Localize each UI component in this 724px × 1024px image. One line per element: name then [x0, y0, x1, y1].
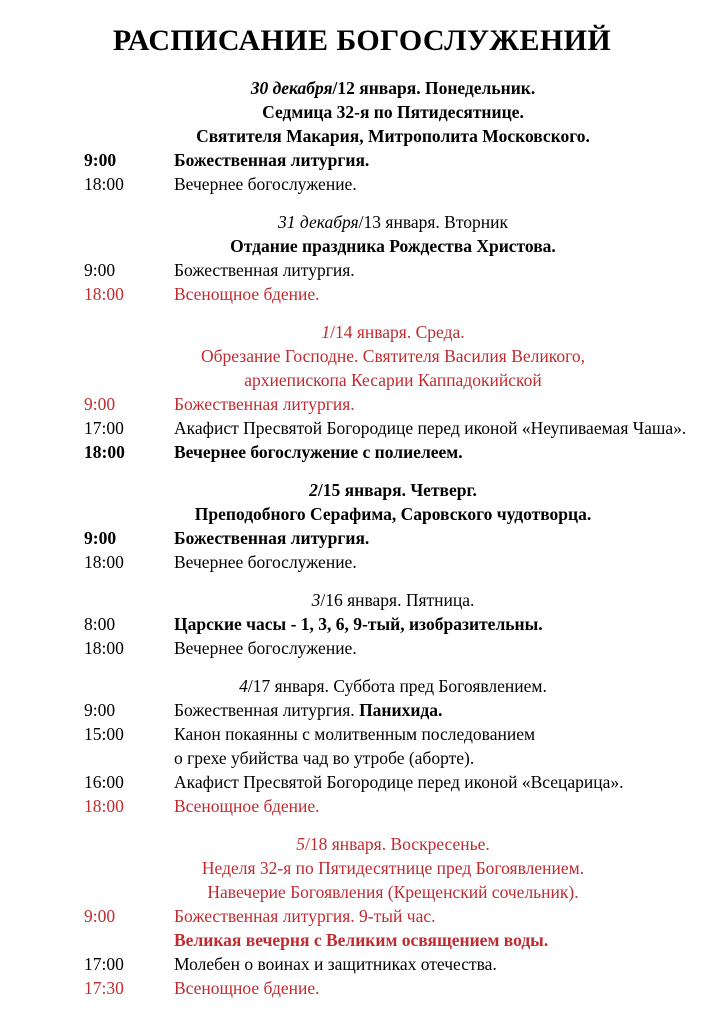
text-segment: Навечерие Богоявления (Крещенский сочельник). [207, 882, 579, 902]
text-segment: /13 января. Вторник [358, 212, 508, 232]
service-row [84, 440, 702, 464]
service-description-line [174, 392, 702, 416]
service-description-line [174, 172, 702, 196]
text-segment: Божественная литургия. [174, 150, 370, 170]
text-segment: Вечернее богослужение. [174, 174, 357, 194]
service-row [84, 794, 702, 818]
schedule [0, 76, 724, 1000]
service-time: 8:00 [84, 614, 116, 634]
day-header-line [84, 502, 702, 526]
service-description-line [174, 550, 702, 574]
text-segment: Всенощное бдение. [174, 978, 320, 998]
text-segment: /18 января. Воскресенье. [304, 834, 490, 854]
service-row [84, 698, 702, 722]
service-time [84, 928, 174, 952]
text-segment: Акафист Пресвятой Богородице перед иконой «Неупиваемая Чаша». [174, 418, 687, 438]
day-block [84, 674, 702, 818]
day-block [84, 588, 702, 660]
text-segment: Канон покаянны с молитвенным последованием [174, 724, 536, 744]
service-description [174, 636, 702, 660]
service-description-line [174, 794, 702, 818]
text-segment: /12 января. Понедельник. [332, 78, 536, 98]
service-description-line [174, 440, 702, 464]
text-segment: /15 января. Четверг. [317, 480, 477, 500]
text-segment: 5 [296, 834, 305, 854]
service-time: 18:00 [84, 174, 124, 194]
service-row [84, 392, 702, 416]
service-row [84, 952, 702, 976]
service-description [174, 392, 702, 416]
service-description [174, 928, 702, 952]
text-segment: /17 января. Суббота пред Богоявлением. [247, 676, 547, 696]
day-header-line [84, 344, 702, 368]
day-block [84, 478, 702, 574]
service-time: 17:00 [84, 954, 124, 974]
service-time: 15:00 [84, 724, 124, 744]
service-description-line [174, 526, 702, 550]
text-segment: о грехе убийства чад во утробе (аборте). [174, 748, 475, 768]
service-row [84, 172, 702, 196]
service-time: 9:00 [84, 150, 117, 170]
service-description-line [174, 416, 702, 440]
service-description [174, 794, 702, 818]
text-segment: Божественная литургия. [174, 528, 370, 548]
service-description [174, 952, 702, 976]
text-segment: архиепископа Кесарии Каппадокийской [244, 370, 542, 390]
text-segment: 1 [321, 322, 331, 342]
service-description-line [174, 636, 702, 660]
day-header-line [84, 210, 702, 234]
service-description-line [174, 770, 702, 794]
text-segment: Вечернее богослужение. [174, 638, 357, 658]
text-segment: Всенощное бдение. [174, 796, 320, 816]
service-description [174, 612, 702, 636]
service-description-line [174, 746, 702, 770]
day-header-line [84, 832, 702, 856]
text-segment: Великая вечерня с Великим освящением воды. [174, 930, 549, 950]
text-segment: Вечернее богослужение с полиелеем. [174, 442, 463, 462]
text-segment: Божественная литургия. [174, 260, 355, 280]
service-time: 9:00 [84, 906, 116, 926]
text-segment: Молебен о воинах и защитниках отечества. [174, 954, 497, 974]
text-segment: /14 января. Среда. [330, 322, 465, 342]
text-segment: Божественная литургия. [174, 700, 360, 720]
day-header-line [84, 124, 702, 148]
service-description [174, 172, 702, 196]
service-time: 17:30 [84, 978, 124, 998]
service-description [174, 526, 702, 550]
service-description [174, 550, 702, 574]
text-segment: Седмица 32-я по Пятидесятнице. [262, 102, 524, 122]
text-segment: Божественная литургия. 9-тый час. [174, 906, 436, 926]
day-block [84, 832, 702, 1000]
day-header-line [84, 588, 702, 612]
text-segment: Акафист Пресвятой Богородице перед иконой «Всецарица». [174, 772, 624, 792]
day-block [84, 210, 702, 306]
text-segment: Вечернее богослужение. [174, 552, 357, 572]
day-block [84, 320, 702, 464]
service-time: 9:00 [84, 260, 116, 280]
service-description [174, 770, 702, 794]
service-time: 18:00 [84, 796, 124, 816]
service-description-line [174, 612, 702, 636]
service-description [174, 416, 702, 440]
service-row [84, 416, 702, 440]
service-time: 9:00 [84, 528, 117, 548]
service-row [84, 612, 702, 636]
service-description-line [174, 698, 702, 722]
text-segment: 4 [239, 676, 248, 696]
service-row [84, 526, 702, 550]
text-segment: /16 января. Пятница. [320, 590, 475, 610]
service-description [174, 282, 702, 306]
service-description-line [174, 722, 702, 746]
service-description-line [174, 258, 702, 282]
day-header-line [84, 478, 702, 502]
service-row [84, 148, 702, 172]
service-row [84, 550, 702, 574]
text-segment: 3 [311, 590, 321, 610]
page-title: РАСПИСАНИЕ БОГОСЛУЖЕНИЙ [112, 24, 612, 57]
text-segment: Царские часы - 1, 3, 6, 9-тый, изобразительны. [174, 614, 543, 634]
service-time: 9:00 [84, 700, 116, 720]
service-time: 9:00 [84, 394, 116, 414]
service-description [174, 976, 702, 1000]
day-header-line [84, 674, 702, 698]
day-header-line [84, 76, 702, 100]
service-description-line [174, 904, 702, 928]
service-row [84, 770, 702, 794]
service-row [84, 928, 702, 952]
text-segment: Неделя 32-я по Пятидесятнице пред Богоявлением. [201, 858, 585, 878]
service-description-line [174, 952, 702, 976]
service-row [84, 258, 702, 282]
service-description [174, 722, 702, 770]
text-segment: Обрезание Господне. Святителя Василия Великого, [201, 346, 585, 366]
day-header-line [84, 368, 702, 392]
day-header-line [84, 320, 702, 344]
service-time: 18:00 [84, 552, 124, 572]
service-description [174, 698, 702, 722]
service-description [174, 148, 702, 172]
service-time: 18:00 [84, 284, 124, 304]
text-segment: Божественная литургия. [174, 394, 355, 414]
service-description-line [174, 928, 702, 952]
service-row [84, 722, 702, 770]
day-header-line [84, 234, 702, 258]
service-description [174, 258, 702, 282]
service-description [174, 904, 702, 928]
day-header-line [84, 856, 702, 880]
text-segment: Преподобного Серафима, Саровского чудотворца. [194, 504, 592, 524]
day-header-line [84, 100, 702, 124]
service-row [84, 904, 702, 928]
service-time: 18:00 [84, 442, 125, 462]
text-segment: 2 [309, 480, 318, 500]
service-description-line [174, 976, 702, 1000]
service-time: 18:00 [84, 638, 124, 658]
service-description-line [174, 148, 702, 172]
day-header-line [84, 880, 702, 904]
day-block [84, 76, 702, 196]
service-row [84, 976, 702, 1000]
text-segment: 30 декабря [250, 78, 333, 98]
service-row [84, 282, 702, 306]
text-segment: Панихида. [359, 700, 443, 720]
text-segment: Всенощное бдение. [174, 284, 320, 304]
service-description [174, 440, 702, 464]
text-segment: 31 декабря [278, 212, 359, 232]
service-time: 17:00 [84, 418, 124, 438]
text-segment: Отдание праздника Рождества Христова. [230, 236, 556, 256]
service-time: 16:00 [84, 772, 124, 792]
service-row [84, 636, 702, 660]
text-segment: Святителя Макария, Митрополита Московского. [196, 126, 590, 146]
service-description-line [174, 282, 702, 306]
